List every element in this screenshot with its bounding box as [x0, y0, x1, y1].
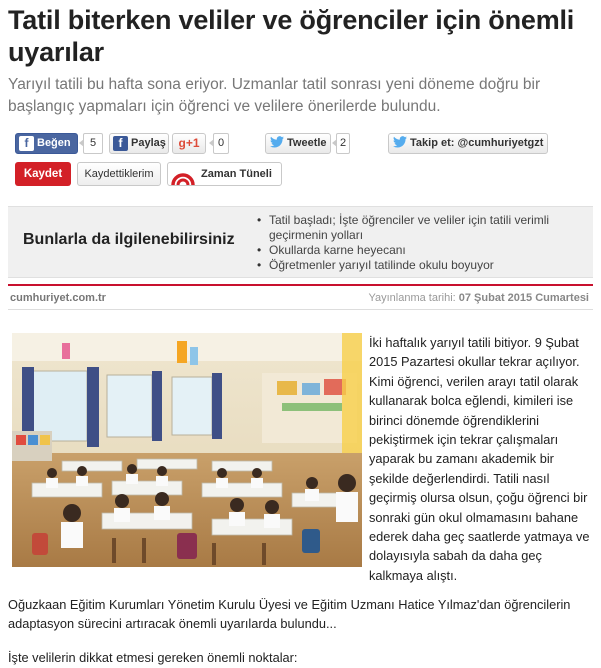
timeline-label: Zaman Tüneli — [201, 168, 272, 180]
classroom-photo — [12, 333, 362, 567]
related-item[interactable]: • Tatil başladı; İşte öğrenciler ve veliler için tatili verimli geçirmenin yolları — [257, 213, 577, 243]
facebook-share-label: Paylaş — [131, 137, 166, 149]
publish-date-label: Yayınlanma tarihi: — [368, 292, 456, 304]
article-summary: Yarıyıl tatili bu hafta sona eriyor. Uzmanlar tatil sonrası yeni döneme doğru bir başlangıç yapmaları için öğrenci ve velilere önerilerde bulundu. — [8, 76, 541, 115]
facebook-like-button[interactable] — [15, 133, 78, 154]
related-list — [257, 213, 577, 273]
saved-list-button[interactable]: Kaydettiklerim — [77, 162, 161, 186]
related-item[interactable]: • Okullarda karne heyecanı — [257, 243, 577, 258]
google-plus-button[interactable] — [172, 133, 206, 154]
related-item[interactable]: • Öğretmenler yarıyıl tatilinde okulu boyuyor — [257, 258, 577, 273]
google-plus-label: +1 — [185, 136, 200, 150]
share-bar — [15, 133, 595, 155]
tweet-button[interactable] — [265, 133, 331, 154]
article-paragraph: İşte velilerin dikkat etmesi gereken önemli noktalar: — [8, 650, 298, 665]
twitter-bird-icon — [392, 136, 407, 151]
facebook-icon: f — [113, 136, 128, 151]
facebook-icon: f — [19, 136, 34, 151]
twitter-follow-button[interactable] — [388, 133, 548, 154]
article-headline: Tatil biterken veliler ve öğrenciler için önemli uyarılar — [8, 5, 575, 67]
tweet-label: Tweetle — [287, 137, 327, 149]
timeline-arc-icon — [170, 165, 196, 191]
facebook-like-label: Beğen — [37, 137, 71, 149]
publish-date-value: 07 Şubat 2015 Cumartesi — [458, 292, 589, 304]
section-divider — [8, 284, 593, 286]
save-button[interactable]: Kaydet — [15, 162, 71, 186]
related-title: Bunlarla da ilgilenebilirsiniz — [23, 231, 235, 248]
google-plus-count: 0 — [213, 133, 229, 154]
timeline-button[interactable] — [167, 162, 282, 186]
meta-divider — [8, 309, 593, 310]
article-source[interactable]: cumhuriyet.com.tr — [10, 292, 106, 304]
article-paragraph: Oğuzkaan Eğitim Kurumları Yönetim Kurulu Üyesi ve Eğitim Uzmanı Hatice Yılmaz'dan öğrencilerin adaptasyon sürecini artıracak önemli uyarılarda bulundu... — [8, 597, 571, 632]
twitter-bird-icon — [269, 136, 284, 151]
article-paragraph: İki haftalık yarıyıl tatili bitiyor. 9 Şubat 2015 Pazartesi okullar tekrar açılıyor. Kimi öğrenci, verilen arayı tatil olarak kullanarak bolca eğlendi, kimileri ise birinci dönemde öğrendiklerini pekiştirmek için tekrar çalışmaları yaparak bu zamanı akademik bir şekilde değerlendirdi. Tatili nasıl geçirmiş olursa olsun, çoğu öğrenci bir sonraki gün okul olmamasını bahane ederek daha geç saatlerde yatmaya ve dolayısıyla sabah da daha geç kalkmaya alıştı. — [369, 335, 590, 583]
facebook-share-button[interactable] — [109, 133, 169, 154]
publish-date — [368, 292, 589, 304]
action-bar — [15, 162, 415, 186]
tweet-count: 2 — [336, 133, 350, 154]
google-plus-icon: g — [178, 136, 186, 150]
related-articles-box — [8, 206, 593, 278]
twitter-follow-label: Takip et: @cumhuriyetgzt — [410, 137, 544, 149]
facebook-like-count: 5 — [83, 133, 103, 154]
article-photo — [12, 333, 362, 567]
